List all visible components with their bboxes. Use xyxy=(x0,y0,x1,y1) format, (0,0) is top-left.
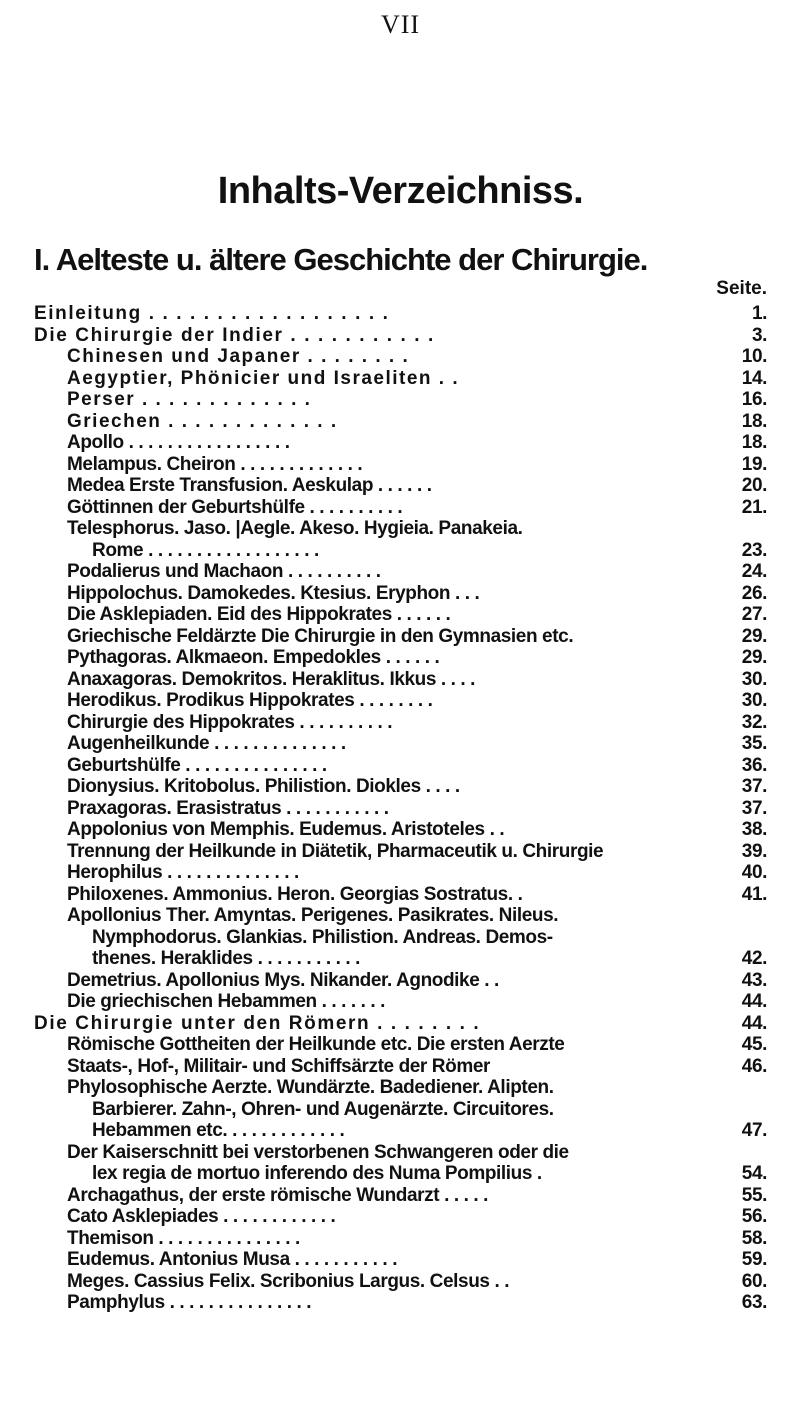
toc-entry-title: Phylosophische Aerzte. Wundärzte. Badediener. Alipten. xyxy=(67,1077,554,1098)
toc-entry-page: 24. xyxy=(741,561,767,582)
toc-entry-page: 43. xyxy=(741,969,767,991)
toc-entry-page: 30. xyxy=(741,668,767,690)
toc-entry xyxy=(0,1292,801,1314)
toc-entry-page: 16. xyxy=(741,389,767,410)
toc-entry-page: 37. xyxy=(741,776,767,797)
toc-entry-page: 39. xyxy=(741,840,767,862)
toc-entry-title: Einleitung . . . . . . . . . . . . . . . . . . xyxy=(34,303,390,324)
page-title: Inhalts-Verzeichniss. xyxy=(217,170,584,212)
toc-entry xyxy=(0,1185,801,1207)
toc-entry xyxy=(0,798,801,820)
toc-entry-title: Aegyptier, Phönicier und Israeliten . . xyxy=(67,367,460,389)
toc-entry xyxy=(0,368,801,390)
toc-entry-title: Herodikus. Prodikus Hippokrates . . . . . . . . xyxy=(67,690,433,711)
toc-entry-title: Chirurgie des Hippokrates . . . . . . . . . . xyxy=(67,711,393,733)
toc-entry-page: 37. xyxy=(741,797,767,819)
toc-entry-title: Herophilus . . . . . . . . . . . . . . xyxy=(67,862,299,883)
toc-entry-page: 26. xyxy=(741,582,767,604)
toc-entry-page: 38. xyxy=(741,819,767,840)
toc-entry xyxy=(0,927,801,949)
toc-entry-title: Appolonius von Memphis. Eudemus. Aristoteles . . xyxy=(67,819,505,840)
toc-entry xyxy=(0,325,801,347)
section-heading: I. Aelteste u. ältere Geschichte der Chirurgie. xyxy=(34,242,648,277)
toc-entry-title: Meges. Cassius Felix. Scribonius Largus. Celsus . . xyxy=(67,1270,510,1292)
toc-entry-page: 10. xyxy=(741,346,767,367)
toc-entry xyxy=(0,518,801,540)
toc-entry-page: 35. xyxy=(741,733,767,754)
toc-entry-page: 19. xyxy=(741,453,767,475)
toc-entry xyxy=(0,1013,801,1035)
toc-entry xyxy=(0,669,801,691)
toc-entry-page: 1. xyxy=(751,303,767,324)
toc-entry xyxy=(0,905,801,927)
toc-entry-title: Griechen . . . . . . . . . . . . . xyxy=(67,410,338,432)
toc-entry-title: Barbierer. Zahn-, Ohren- und Augenärzte. Circuitores. xyxy=(92,1098,554,1120)
toc-entry-page: 20. xyxy=(741,475,767,496)
toc-entry-title: Medea Erste Transfusion. Aeskulap . . . . . . xyxy=(67,475,432,496)
toc-entry xyxy=(0,733,801,755)
toc-entry xyxy=(0,755,801,777)
toc-entry-page: 45. xyxy=(741,1034,767,1055)
toc-entry-page: 44. xyxy=(741,991,767,1012)
toc-entry-title: Staats-, Hof-, Militair- und Schiffsärzte der Römer xyxy=(67,1055,490,1077)
toc-entry-page: 54. xyxy=(741,1163,767,1184)
toc-entry-page: 55. xyxy=(741,1184,767,1206)
toc-entry-page: 44. xyxy=(741,1012,767,1034)
toc-entry-title: Praxagoras. Erasistratus . . . . . . . . . . . xyxy=(67,797,389,819)
toc-entry-title: Göttinnen der Geburtshülfe . . . . . . . . . . xyxy=(67,496,403,518)
toc-entry xyxy=(0,884,801,906)
toc-entry-title: Themison . . . . . . . . . . . . . . . xyxy=(67,1227,300,1249)
toc-entry xyxy=(0,1206,801,1228)
toc-entry-page: 32. xyxy=(741,711,767,733)
toc-entry xyxy=(0,841,801,863)
toc-entry-title: Demetrius. Apollonius Mys. Nikander. Agnodike . . xyxy=(67,969,499,991)
toc-entry xyxy=(0,475,801,497)
page-column-label: Seite. xyxy=(716,278,767,299)
toc-entry-title: Augenheilkunde . . . . . . . . . . . . . . xyxy=(67,733,346,754)
toc-entry-title: Podalierus und Machaon . . . . . . . . . . xyxy=(67,561,381,582)
toc-entry xyxy=(0,819,801,841)
toc-entry-page: 30. xyxy=(741,690,767,711)
toc-entry xyxy=(0,583,801,605)
toc-entry-page: 46. xyxy=(741,1055,767,1077)
toc-entry-page: 47. xyxy=(741,1120,767,1141)
toc-entry-page: 58. xyxy=(741,1227,767,1249)
toc-entry-title: Telesphorus. Jaso. |Aegle. Akeso. Hygieia. Panakeia. xyxy=(67,518,523,539)
toc-entry xyxy=(0,690,801,712)
toc-entry xyxy=(0,1077,801,1099)
toc-entry-page: 29. xyxy=(741,647,767,668)
toc-entry xyxy=(0,1099,801,1121)
toc-entry-title: Eudemus. Antonius Musa . . . . . . . . . . . xyxy=(67,1249,398,1270)
toc-entry xyxy=(0,432,801,454)
toc-entry-page: 14. xyxy=(741,367,767,389)
toc-entry-title: Rome . . . . . . . . . . . . . . . . . . xyxy=(92,539,319,561)
toc-entry-title: Chinesen und Japaner . . . . . . . . xyxy=(67,346,410,367)
toc-entry-page: 18. xyxy=(741,410,767,432)
toc-entry xyxy=(0,561,801,583)
toc-entry xyxy=(0,1271,801,1293)
toc-entry-title: Melampus. Cheiron . . . . . . . . . . . . . xyxy=(67,453,363,475)
toc-entry-title: Archagathus, der erste römische Wundarzt . . . . . xyxy=(67,1184,488,1206)
toc-entry xyxy=(0,626,801,648)
toc-entry-page: 59. xyxy=(741,1249,767,1270)
toc-entry xyxy=(0,411,801,433)
toc-entry-title: Die Asklepiaden. Eid des Hippokrates . . . . . . xyxy=(67,604,451,625)
toc-entry-page: 21. xyxy=(741,496,767,518)
toc-entry xyxy=(0,1034,801,1056)
toc-entry-title: Pamphylus . . . . . . . . . . . . . . . xyxy=(67,1292,312,1313)
toc-entry xyxy=(0,497,801,519)
toc-entry-title: Hippolochus. Damokedes. Ktesius. Eryphon . . . xyxy=(67,582,480,604)
toc-entry-title: Trennung der Heilkunde in Diätetik, Pharmaceutik u. Chirurgie xyxy=(67,840,604,862)
toc-entry xyxy=(0,1228,801,1250)
toc-entry-page: 36. xyxy=(741,754,767,776)
toc-entry xyxy=(0,389,801,411)
toc-entry xyxy=(0,1120,801,1142)
toc-entry-title: thenes. Heraklides . . . . . . . . . . . xyxy=(92,948,361,969)
toc-entry-title: Die Chirurgie unter den Römern . . . . . . . . xyxy=(34,1012,481,1034)
toc-entry-title: Griechische Feldärzte Die Chirurgie in den Gymnasien etc. xyxy=(67,625,574,647)
toc-entry-page: 63. xyxy=(741,1292,767,1313)
page-number: VII xyxy=(380,10,421,39)
toc-entry-title: Dionysius. Kritobolus. Philistion. Diokles . . . . xyxy=(67,776,460,797)
table-of-contents xyxy=(0,303,801,1314)
toc-entry xyxy=(0,1142,801,1164)
toc-entry-title: Cato Asklepiades . . . . . . . . . . . . xyxy=(67,1206,336,1227)
toc-entry xyxy=(0,540,801,562)
toc-entry-title: Anaxagoras. Demokritos. Heraklitus. Ikkus . . . . xyxy=(67,668,476,690)
toc-entry xyxy=(0,454,801,476)
toc-entry-title: Der Kaiserschnitt bei verstorbenen Schwangeren oder die xyxy=(67,1141,569,1163)
toc-entry-page: 42. xyxy=(741,948,767,969)
toc-entry-title: Die griechischen Hebammen . . . . . . . xyxy=(67,991,386,1012)
toc-entry-title: Hebammen etc. . . . . . . . . . . . . xyxy=(92,1120,345,1141)
toc-entry-page: 56. xyxy=(741,1206,767,1227)
toc-entry-title: Die Chirurgie der Indier . . . . . . . . . . . xyxy=(34,324,435,346)
toc-entry xyxy=(0,1056,801,1078)
toc-entry xyxy=(0,346,801,368)
toc-entry-page: 27. xyxy=(741,604,767,625)
toc-entry-title: Römische Gottheiten der Heilkunde etc. Die ersten Aerzte xyxy=(67,1034,565,1055)
toc-entry-page: 3. xyxy=(751,324,767,346)
toc-entry-page: 60. xyxy=(741,1270,767,1292)
toc-entry xyxy=(0,1163,801,1185)
toc-entry-title: Apollo . . . . . . . . . . . . . . . . . xyxy=(67,432,290,453)
toc-entry-title: Apollonius Ther. Amyntas. Perigenes. Pasikrates. Nileus. xyxy=(67,905,559,926)
toc-entry xyxy=(0,776,801,798)
toc-entry-page: 41. xyxy=(741,883,767,905)
toc-entry xyxy=(0,862,801,884)
toc-entry-page: 29. xyxy=(741,625,767,647)
toc-entry xyxy=(0,303,801,325)
toc-entry xyxy=(0,1249,801,1271)
toc-entry xyxy=(0,647,801,669)
toc-entry-title: Nymphodorus. Glankias. Philistion. Andreas. Demos- xyxy=(92,926,553,948)
toc-entry xyxy=(0,604,801,626)
toc-entry-title: Geburtshülfe . . . . . . . . . . . . . . . xyxy=(67,754,327,776)
toc-entry-title: Perser . . . . . . . . . . . . . xyxy=(67,389,312,410)
toc-entry xyxy=(0,948,801,970)
toc-entry-title: lex regia de mortuo inferendo des Numa Pompilius . xyxy=(92,1163,542,1184)
toc-entry-page: 23. xyxy=(741,539,767,561)
toc-entry-title: Philoxenes. Ammonius. Heron. Georgias Sostratus. . xyxy=(67,883,523,905)
toc-entry xyxy=(0,991,801,1013)
toc-entry-page: 18. xyxy=(741,432,767,453)
toc-entry-title: Pythagoras. Alkmaeon. Empedokles . . . . . . xyxy=(67,647,440,668)
toc-entry xyxy=(0,712,801,734)
toc-entry xyxy=(0,970,801,992)
toc-entry-page: 40. xyxy=(741,862,767,883)
